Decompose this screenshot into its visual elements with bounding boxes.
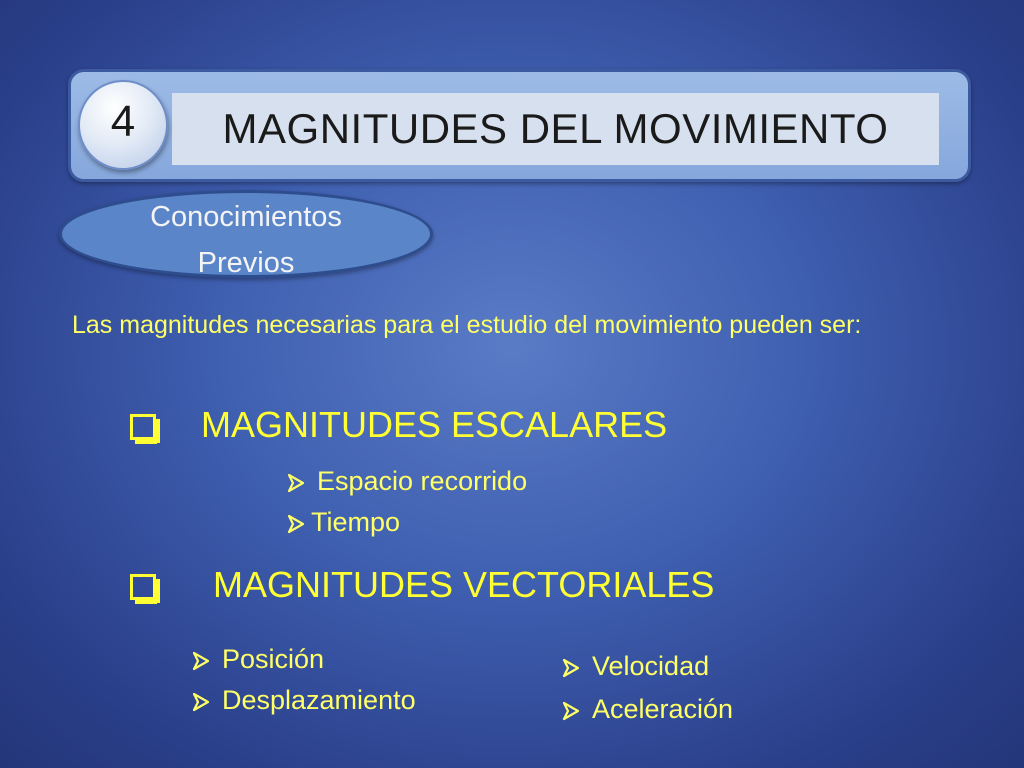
- list-item-label: Tiempo: [311, 507, 401, 537]
- list-item-label: Posición: [222, 644, 325, 674]
- slide-title: MAGNITUDES DEL MOVIMIENTO: [222, 105, 889, 152]
- prior-knowledge-label: [59, 194, 433, 286]
- list-item-label: Espacio recorrido: [317, 466, 528, 496]
- title-box: [172, 93, 939, 165]
- list-item-aceleracion: [560, 694, 733, 725]
- intro-paragraph: Las magnitudes necesarias para el estudio del movimiento pueden ser:: [72, 311, 862, 339]
- list-item-tiempo: [285, 507, 400, 538]
- arrowhead-icon: [190, 650, 212, 672]
- arrowhead-icon: [285, 513, 307, 535]
- list-item-velocidad: [560, 651, 709, 682]
- square-checkbox-icon: [130, 414, 156, 440]
- arrowhead-icon: [285, 472, 307, 494]
- arrowhead-icon: [190, 691, 212, 713]
- prior-knowledge-line-2: Previos: [197, 247, 295, 279]
- list-item-posicion: [190, 644, 324, 675]
- vector-heading: MAGNITUDES VECTORIALES: [213, 564, 715, 605]
- scalar-heading: MAGNITUDES ESCALARES: [201, 404, 668, 445]
- slide-number: 4: [110, 97, 136, 146]
- arrowhead-icon: [560, 700, 582, 722]
- list-item-label: Aceleración: [592, 694, 734, 724]
- list-item-espacio: [285, 466, 527, 497]
- square-checkbox-icon: [130, 574, 156, 600]
- arrowhead-icon: [560, 657, 582, 679]
- prior-knowledge-line-1: Conocimientos: [150, 201, 342, 233]
- list-item-label: Velocidad: [592, 651, 710, 681]
- list-item-label: Desplazamiento: [222, 685, 416, 715]
- list-item-desplazamiento: [190, 685, 416, 716]
- slide-number-badge: [78, 80, 168, 170]
